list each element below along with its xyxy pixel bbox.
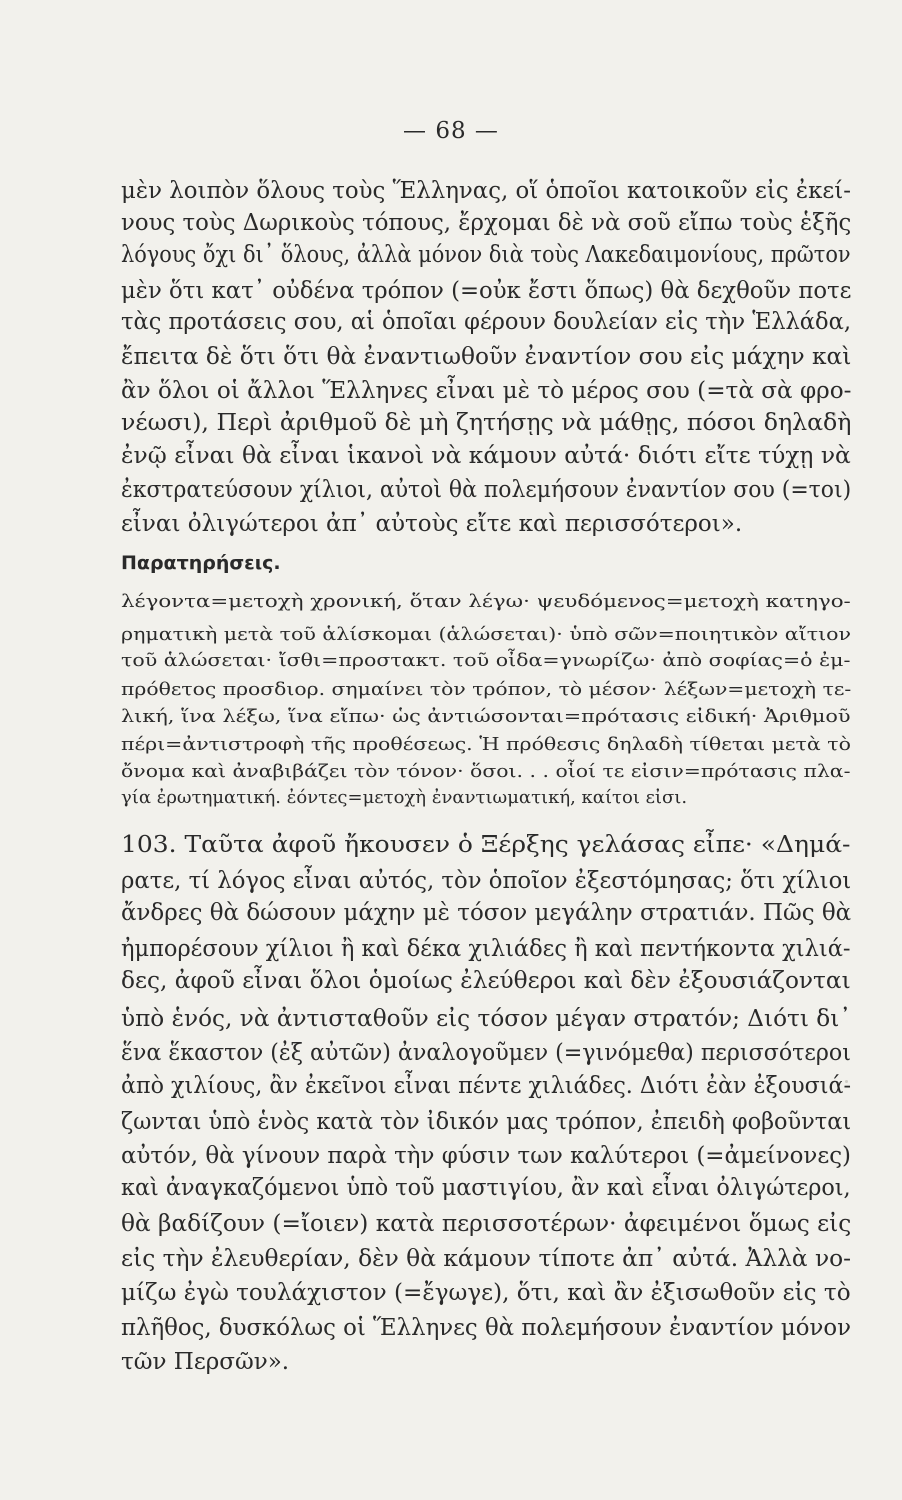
notes-heading: Παρατηρήσεις. (121, 552, 281, 574)
main-text-line: ἂν ὅλοι οἱ ἄλλοι Ἕλληνες εἶναι μὲ τὸ μέρος σου (=τὰ σὰ φρο- (121, 378, 852, 404)
section-text-line: μίζω ἐγὼ τουλάχιστον (=ἔγωγε), ὅτι, καὶ ἂν ἐξισωθοῦν εἰς τὸ (121, 1280, 851, 1306)
section-text-line: ἠμπορέσουν χίλιοι ἢ καὶ δέκα χιλιάδες ἢ καὶ πεντήκοντα χιλιά- (121, 936, 851, 962)
main-text-line: νέωσι), Περὶ ἀριθμοῦ δὲ μὴ ζητήσῃς νὰ μάθῃς, πόσοι δηλαδὴ (121, 410, 852, 436)
main-text-line: νους τοὺς Δωρικοὺς τόπους, ἔρχομαι δὲ νὰ σοῦ εἴπω τοὺς ἑξῆς (121, 210, 852, 236)
section-text-line: εἰς τὴν ἐλευθερίαν, δὲν θὰ κάμουν τίποτε ἀπ᾽ αὐτά. Ἀλλὰ νο- (121, 1246, 852, 1272)
section-text-line: ἀπὸ χιλίους, ἂν ἐκεῖνοι εἶναι πέντε χιλιάδες. Διότι ἐὰν ἐξουσιά- (121, 1073, 851, 1099)
main-text-line: ἔπειτα δὲ ὅτι ὅτι θὰ ἐναντιωθοῦν ἐναντίον σου εἰς μάχην καὶ (121, 344, 852, 370)
note-line: ὄνομα καὶ ἀναβιβάζει τὸν τόνον· ὅσοι. . . οἷοί τε εἰσιν=πρότασις πλα- (121, 761, 851, 782)
note-line: τοῦ ἁλώσεται· ἴσθι=προστακτ. τοῦ οἶδα=γνωρίζω· ἀπὸ σοφίας=ὁ ἐμ- (121, 650, 851, 671)
main-text-line: μὲν ὅτι κατ᾽ οὐδένα τρόπον (=οὐκ ἔστι ὅπως) θὰ δεχθοῦν ποτε (121, 278, 852, 304)
section-text-line: ρατε, τί λόγος εἶναι αὐτός, τὸν ὁποῖον ἐξεστόμησας; ὅτι χίλιοι (121, 868, 852, 894)
section-text-line: ὑπὸ ἑνός, νὰ ἀντισταθοῦν εἰς τόσον μέγαν στρατόν; Διότι δι᾽ (121, 1006, 851, 1032)
main-text-line: ἐνῷ εἶναι θὰ εἶναι ἱκανοὶ νὰ κάμουν αὐτά· διότι εἴτε τύχῃ νὰ (121, 443, 851, 469)
note-line: πέρι=ἀντιστροφὴ τῆς προθέσεως. Ἡ πρόθεσις δηλαδὴ τίθεται μετὰ τὸ (121, 734, 851, 755)
main-text-line: ἐκστρατεύσουν χίλιοι, αὐτοὶ θὰ πολεμήσουν ἐναντίον σου (=τοι) (121, 477, 852, 503)
main-text-line: τὰς προτάσεις σου, αἱ ὁποῖαι φέρουν δουλείαν εἰς τὴν Ἑλλάδα, (121, 309, 852, 335)
page-number: — 68 — (403, 118, 499, 144)
main-text-line: λόγους ὄχι δι᾽ ὅλους, ἀλλὰ μόνον διὰ τοὺς Λακεδαιμονίους, πρῶτον (121, 242, 851, 268)
section-text-line: τῶν Περσῶν». (121, 1349, 290, 1375)
section-text-line: ἄνδρες θὰ δώσουν μάχην μὲ τόσον μεγάλην στρατιάν. Πῶς θὰ (121, 900, 852, 926)
section-text-line: ἕνα ἕκαστον (ἐξ αὐτῶν) ἀναλογοῦμεν (=γινόμεθα) περισσότεροι (121, 1040, 851, 1066)
section-text-line: θὰ βαδίζουν (=ἴοιεν) κατὰ περισσοτέρων· ἀφειμένοι ὅμως εἰς (121, 1211, 852, 1237)
note-line: πρόθετος προσδιορ. σημαίνει τὸν τρόπον, τὸ μέσον· λέξων=μετοχὴ τε- (121, 679, 852, 700)
section-text-line: καὶ ἀναγκαζόμενοι ὑπὸ τοῦ μαστιγίου, ἂν καὶ εἶναι ὀλιγώτεροι, (121, 1175, 851, 1201)
note-line: ρηματικὴ μετὰ τοῦ ἁλίσκομαι (ἁλώσεται)· ὑπὸ σῶν=ποιητικὸν αἴτιον (121, 624, 852, 645)
section-text-line: αὐτόν, θὰ γίνουν παρὰ τὴν φύσιν των καλύτεροι (=ἀμείνονες) (121, 1143, 851, 1169)
note-line: γία ἐρωτηματική. ἐόντες=μετοχὴ ἐναντιωματική, καίτοι εἰσι. (121, 787, 688, 808)
section-text-line: δες, ἀφοῦ εἶναι ὅλοι ὁμοίως ἐλεύθεροι καὶ δὲν ἐξουσιάζονται (121, 968, 851, 994)
section-text-line: πλῆθος, δυσκόλως οἱ Ἕλληνες θὰ πολεμήσουν ἐναντίον μόνον (121, 1315, 851, 1341)
section-text-line: 103. Ταῦτα ἀφοῦ ἤκουσεν ὁ Ξέρξης γελάσας εἶπε· «Δημά- (121, 832, 851, 858)
section-text-line: ζωνται ὑπὸ ἑνὸς κατὰ τὸν ἰδικόν μας τρόπον, ἐπειδὴ φοβοῦνται (121, 1109, 852, 1135)
note-line: λέγοντα=μετοχὴ χρονική, ὅταν λέγω· ψευδόμενος=μετοχὴ κατηγο- (121, 591, 851, 612)
main-text-line: εἶναι ὀλιγώτεροι ἀπ᾽ αὐτοὺς εἴτε καὶ περισσότεροι». (121, 511, 743, 537)
main-text-line: μὲν λοιπὸν ὅλους τοὺς Ἕλληνας, οἵ ὁποῖοι κατοικοῦν εἰς ἐκεί- (121, 178, 851, 204)
note-line: λική, ἵνα λέξω, ἵνα εἴπω· ὡς ἀντιώσονται=πρότασις εἰδική· Ἀριθμοῦ (121, 706, 851, 727)
